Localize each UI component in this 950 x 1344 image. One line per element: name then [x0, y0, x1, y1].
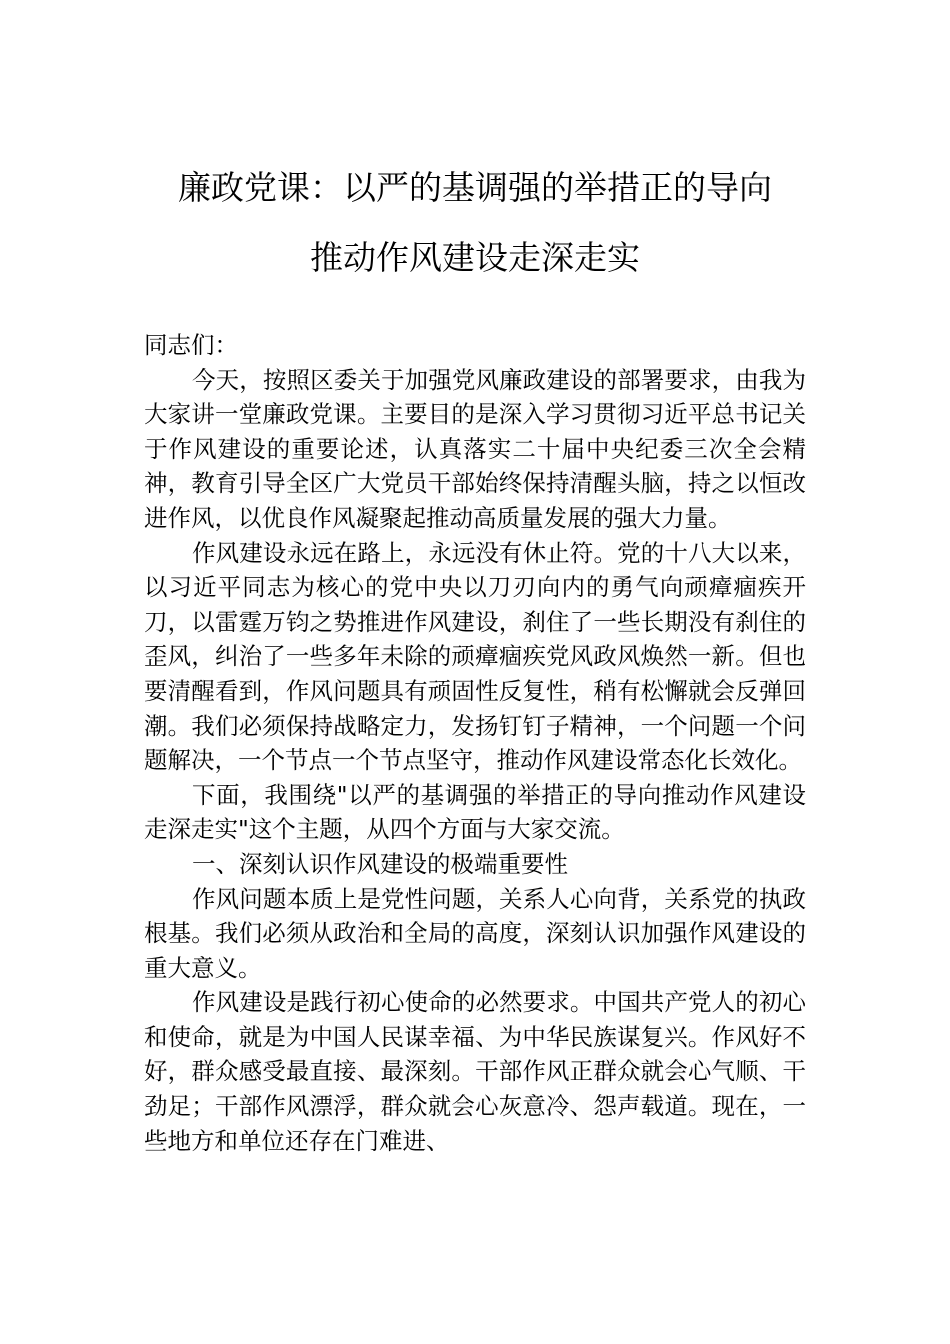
- document-body: [144, 328, 806, 1158]
- section-heading: 一、深刻认识作风建设的极端重要性: [192, 849, 568, 878]
- document-title-line-2: 推动作风建设走深走实: [310, 238, 640, 277]
- body-paragraph: 作风问题本质上是党性问题，关系人心向背，关系党的执政根基。我们必须从政治和全局的高度，深刻认识加强作风建设的重大意义。: [144, 884, 806, 982]
- salutation: 同志们：: [144, 331, 238, 359]
- body-paragraph: 下面，我围绕"以严的基调强的举措正的导向推动作风建设走深走实"这个主题，从四个方面与大家交流。: [144, 780, 806, 844]
- body-paragraph: 作风建设是践行初心使命的必然要求。中国共产党人的初心和使命，就是为中国人民谋幸福、为中华民族谋复兴。作风好不好，群众感受最直接、最深刻。干部作风正群众就会心气顺、干劲足；干部作风漂浮，群众就会心灰意冷、怨声载道。现在，一些地方和单位还存在门难进、: [144, 988, 806, 1155]
- body-paragraph: 作风建设永远在路上，永远没有休止符。党的十八大以来，以习近平同志为核心的党中央以刀刃向内的勇气向顽瘴痼疾开刀，以雷霆万钧之势推进作风建设，刹住了一些长期没有刹住的歪风，纠治了一些多年未除的顽瘴痼疾党风政风焕然一新。但也要清醒看到，作风问题具有顽固性反复性，稍有松懈就会反弹回潮。我们必须保持战略定力，发扬钉钉子精神，一个问题一个问题解决，一个节点一个节点坚守，推动作风建设常态化长效化。: [144, 538, 806, 775]
- document-title-line-1: 廉政党课：以严的基调强的举措正的导向: [178, 168, 772, 207]
- body-paragraph: 今天，按照区委关于加强党风廉政建设的部署要求，由我为大家讲一堂廉政党课。主要目的是深入学习贯彻习近平总书记关于作风建设的重要论述，认真落实二十届中央纪委三次全会精神，教育引导全区广大党员干部始终保持清醒头脑，持之以恒改进作风，以优良作风凝聚起推动高质量发展的强大力量。: [144, 365, 806, 532]
